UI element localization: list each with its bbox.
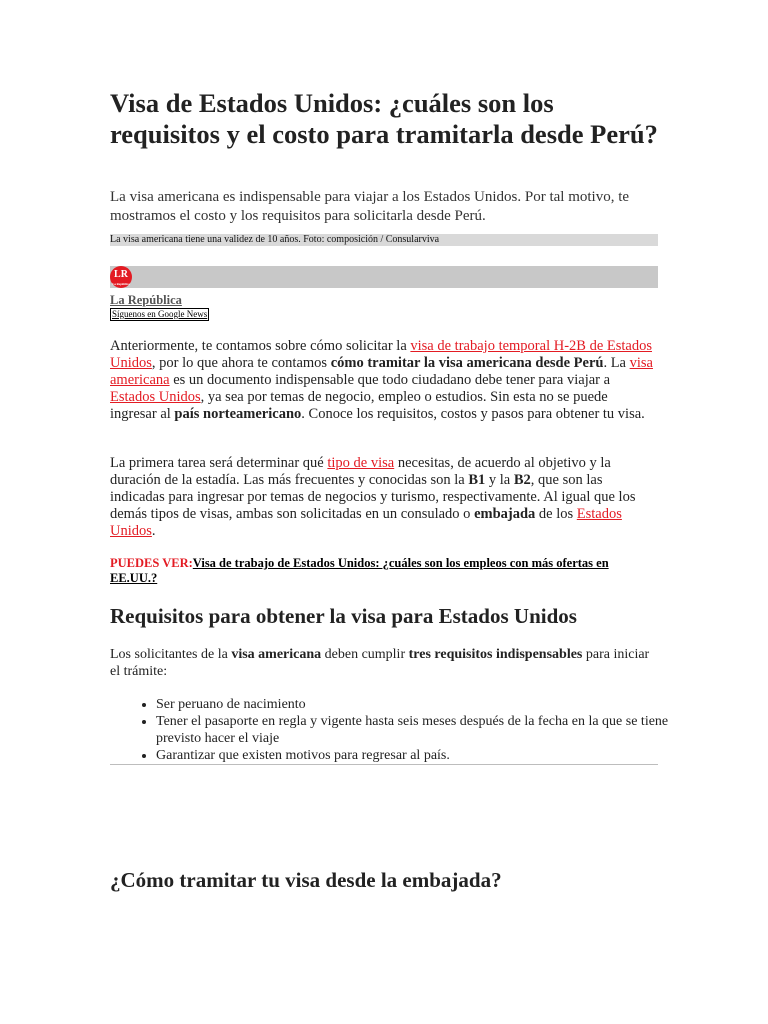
- logo-bar: [110, 266, 658, 288]
- tipo-de-visa-link[interactable]: tipo de visa: [327, 455, 395, 471]
- paragraph-visa-types: La primera tarea será determinar qué tipo de visa necesitas, de acuerdo al objetivo y la duración de la estadía. Las más frecuentes y conocidas son la B1 y la B2, que son las indicadas para ingresar por temas de negocios y turismo, respectivamente. Al igual que los demás tipos de visas, ambas son solicitadas en un consulado o embajada de los Estados Unidos.: [110, 455, 636, 539]
- source-link[interactable]: La República: [110, 293, 182, 307]
- la-republica-logo: LR La República: [110, 266, 132, 288]
- see-also-link[interactable]: Visa de trabajo de Estados Unidos: ¿cuáles son los empleos con más ofertas en EE.UU.?: [110, 556, 609, 585]
- list-item: • Tener el pasaporte en regla y vigente hasta seis meses después de la fecha en la que se tiene previsto hacer el viaje: [156, 713, 704, 747]
- section-heading-requisitos: Requisitos para obtener la visa para Estados Unidos: [110, 604, 577, 628]
- google-news-follow-button[interactable]: Síguenos en Google News: [112, 309, 208, 319]
- paragraph-intro: Anteriormente, te contamos sobre cómo solicitar la visa de trabajo temporal H-2B de Estados Unidos, por lo que ahora te contamos cómo tramitar la visa americana desde Perú. La visa americana es un documento indispensable que todo ciudadano debe tener para viajar a Estados Unidos, ya sea por temas de negocio, empleo o estudios. Sin esta no se puede ingresar al país norteamericano. Conoce los requisitos, costos y pasos para obtener tu visa.: [110, 338, 653, 422]
- image-caption: La visa americana tiene una validez de 10 años. Foto: composición / Consularviva: [110, 234, 658, 246]
- divider: [110, 764, 658, 765]
- list-item: • Garantizar que existen motivos para regresar al país.: [156, 747, 704, 764]
- see-also-label: PUEDES VER:: [110, 556, 193, 570]
- estados-unidos-link-2[interactable]: Estados Unidos: [110, 506, 622, 539]
- list-item: • Ser peruano de nacimiento: [156, 696, 704, 713]
- requirements-list: [110, 696, 704, 764]
- paragraph-requisitos-intro: Los solicitantes de la visa americana deben cumplir tres requisitos indispensables para iniciar el trámite:: [110, 647, 650, 679]
- estados-unidos-link[interactable]: Estados Unidos: [110, 389, 201, 405]
- h2b-visa-link[interactable]: visa de trabajo temporal H-2B de Estados Unidos: [110, 338, 652, 371]
- article-title: Visa de Estados Unidos: ¿cuáles son los requisitos y el costo para tramitarla desde Perú?: [110, 88, 658, 149]
- section-heading-embajada: ¿Cómo tramitar tu visa desde la embajada?: [110, 868, 502, 892]
- visa-americana-link[interactable]: visa americana: [110, 355, 653, 388]
- see-also: [110, 556, 658, 586]
- article-subtitle: La visa americana es indispensable para viajar a los Estados Unidos. Por tal motivo, te mostramos el costo y los requisitos para solicitarla desde Perú.: [110, 189, 630, 224]
